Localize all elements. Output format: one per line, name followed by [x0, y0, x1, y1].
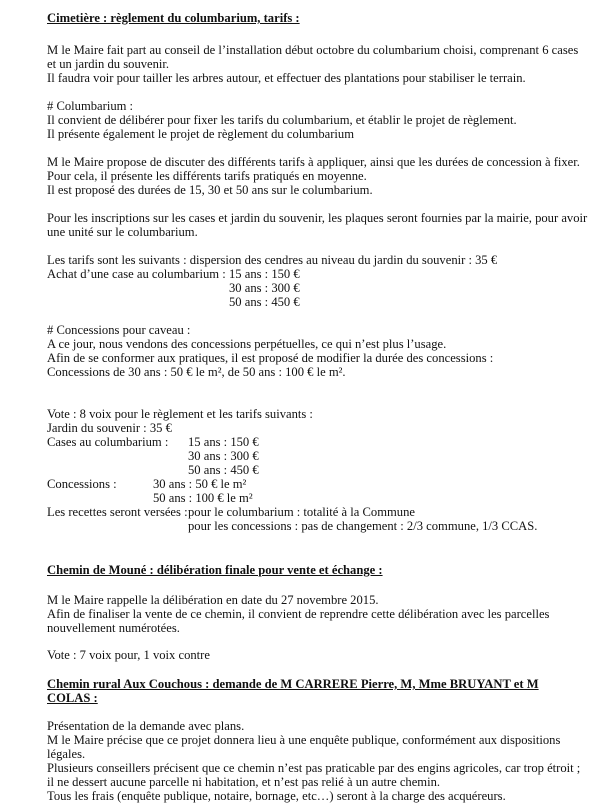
vote-concession-30: 30 ans : 50 € le m² — [153, 477, 247, 491]
paragraph-line: Il convient de délibérer pour fixer les tarifs du columbarium, et établir le projet de règlement. — [47, 113, 517, 127]
vote-concessions-label: Concessions : — [47, 477, 117, 491]
section-title-columbarium: Cimetière : règlement du columbarium, tarifs : — [47, 11, 300, 25]
paragraph-line: Pour les inscriptions sur les cases et jardin du souvenir, les plaques seront fournies par la mairie, pour avoir — [47, 211, 588, 225]
paragraph-line: Concessions de 30 ans : 50 € le m², de 50 ans : 100 € le m². — [47, 365, 346, 379]
paragraph-line: nouvellement numérotées. — [47, 621, 180, 635]
paragraph-line: Présentation de la demande avec plans. — [47, 719, 245, 733]
recettes-label: Les recettes seront versées : — [47, 505, 188, 519]
paragraph-line: Pour cela, il présente les différents tarifs pratiqués en moyenne. — [47, 169, 367, 183]
recettes-columbarium: pour le columbarium : totalité à la Commune — [188, 505, 415, 519]
section-title-couchous: Chemin rural Aux Couchous : demande de M CARRERE Pierre, M, Mme BRUYANT et M — [47, 677, 539, 691]
subheading-caveau: # Concessions pour caveau : — [47, 323, 191, 337]
vote-line: Vote : 7 voix pour, 1 voix contre — [47, 648, 210, 662]
paragraph-line: A ce jour, nous vendons des concessions perpétuelles, ce qui n’est plus l’usage. — [47, 337, 447, 351]
paragraph-line: Les tarifs sont les suivants : dispersion des cendres au niveau du jardin du souvenir : 35 € — [47, 253, 498, 267]
paragraph-line: M le Maire propose de discuter des différents tarifs à appliquer, ainsi que les durées de concession à fixer. — [47, 155, 580, 169]
tarif-15-ans: 15 ans : 150 € — [229, 267, 300, 281]
tarif-50-ans: 50 ans : 450 € — [229, 295, 300, 309]
paragraph-line: Afin de se conformer aux pratiques, il est proposé de modifier la durée des concessions : — [47, 351, 494, 365]
vote-cases-label: Cases au columbarium : — [47, 435, 169, 449]
subheading-columbarium: # Columbarium : — [47, 99, 134, 113]
paragraph-line: Afin de finaliser la vente de ce chemin, il convient de reprendre cette délibération avec les parcelles — [47, 607, 550, 621]
paragraph-line: Il est proposé des durées de 15, 30 et 50 ans sur le columbarium. — [47, 183, 373, 197]
paragraph-line: M le Maire rappelle la délibération en date du 27 novembre 2015. — [47, 593, 379, 607]
section-title-moune: Chemin de Mouné : délibération finale pour vente et échange : — [47, 563, 383, 577]
section-title-couchous-line-2: COLAS : — [47, 691, 98, 705]
vote-case-15: 15 ans : 150 € — [188, 435, 259, 449]
recettes-concessions: pour les concessions : pas de changement : 2/3 commune, 1/3 CCAS. — [188, 519, 538, 533]
vote-case-30: 30 ans : 300 € — [188, 449, 259, 463]
vote-concession-50: 50 ans : 100 € le m² — [153, 491, 253, 505]
vote-case-50: 50 ans : 450 € — [188, 463, 259, 477]
tarif-30-ans: 30 ans : 300 € — [229, 281, 300, 295]
paragraph-line: Tous les frais (enquête publique, notaire, bornage, etc…) seront à la charge des acquéreurs. — [47, 789, 506, 803]
paragraph-line: légales. — [47, 747, 86, 761]
paragraph-line: Plusieurs conseillers précisent que ce chemin n’est pas praticable par des engins agricoles, car trop étroit ; — [47, 761, 581, 775]
paragraph-line: et un jardin du souvenir. — [47, 57, 170, 71]
tarif-label: Achat d’une case au columbarium : — [47, 267, 226, 281]
paragraph-line: M le Maire fait part au conseil de l’installation début octobre du columbarium choisi, comprenant 6 cases — [47, 43, 579, 57]
paragraph-line: il ne dessert aucune parcelle ni habitation, et n’est pas relié à un autre chemin. — [47, 775, 441, 789]
paragraph-line: une unité sur le columbarium. — [47, 225, 198, 239]
paragraph-line: Il faudra voir pour tailler les arbres autour, et effectuer des plantations pour stabiliser le terrain. — [47, 71, 526, 85]
paragraph-line: M le Maire précise que ce projet donnera lieu à une enquête publique, conformément aux dispositions — [47, 733, 561, 747]
vote-jardin: Jardin du souvenir : 35 € — [47, 421, 172, 435]
paragraph-line: Il présente également le projet de règlement du columbarium — [47, 127, 355, 141]
vote-line: Vote : 8 voix pour le règlement et les tarifs suivants : — [47, 407, 313, 421]
